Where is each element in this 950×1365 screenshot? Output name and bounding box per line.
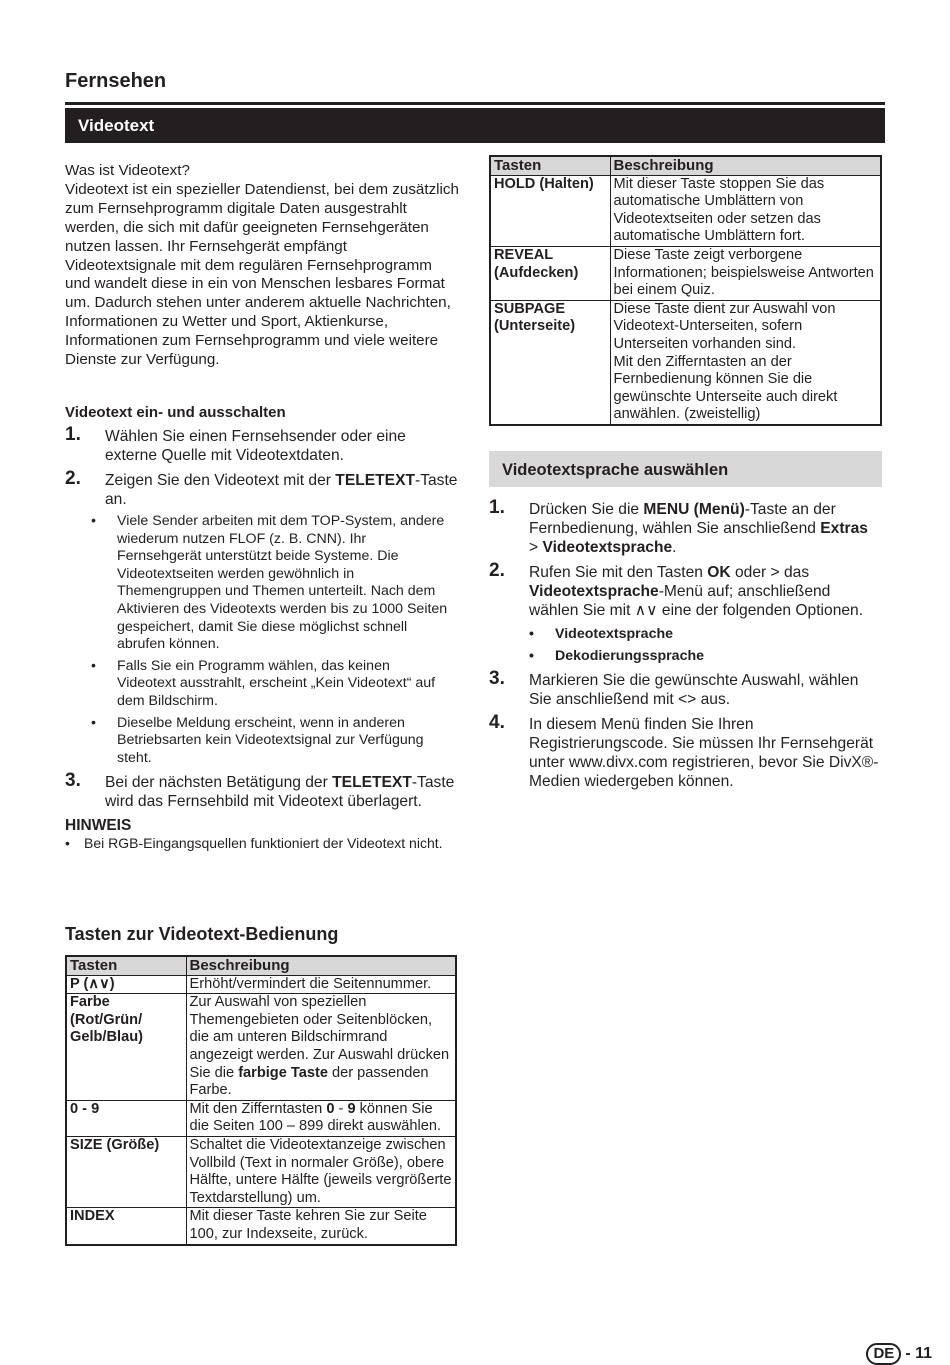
desc-bold: farbige Taste bbox=[238, 1064, 328, 1081]
path-separator: > bbox=[529, 539, 543, 556]
table-cell-desc: Mit dieser Taste stoppen Sie das automatische Umblättern von Videotextseiten oder setzen das automatische Umblättern fort. bbox=[610, 175, 881, 246]
table-cell-key: Farbe (Rot/Grün/ Gelb/Blau) bbox=[66, 994, 186, 1101]
option-label: Videotextsprache bbox=[555, 626, 674, 642]
bullet-icon: • bbox=[529, 647, 534, 664]
keys-table-wrapper bbox=[65, 955, 457, 1246]
table-row bbox=[490, 175, 881, 246]
note-title: HINWEIS bbox=[65, 817, 132, 835]
step-number: 2. bbox=[489, 560, 505, 581]
step-text: . bbox=[672, 539, 677, 556]
note-block bbox=[65, 817, 460, 853]
keys-table2-wrapper bbox=[489, 155, 882, 426]
bullet-icon: • bbox=[65, 835, 70, 852]
desc-text: Zur Auswahl von speziellen Themengebieten oder Seitenblöcken, die am unteren Bildschirmrand angezeigt werden. Zur Auswahl drücken Sie die bbox=[189, 994, 450, 1081]
menu-name: Videotextsprache bbox=[529, 583, 659, 600]
desc-bold: 9 bbox=[347, 1100, 356, 1117]
step-text: -Menü auf; anschließend wählen Sie mit ∧∨ eine der folgenden Optionen. bbox=[529, 583, 864, 619]
step-3 bbox=[489, 668, 879, 709]
list-item-text: Dieselbe Meldung erscheint, wenn in anderen Betriebsarten kein Videotextsignal zur Verfügung steht. bbox=[117, 714, 424, 766]
desc-text: Mit den Zifferntasten an der Fernbedienung können Sie die gewünschte Unterseite auch direkt anwählen. (zweistellig) bbox=[613, 353, 838, 423]
option-item bbox=[529, 626, 879, 644]
note-item bbox=[65, 835, 460, 853]
step-4 bbox=[489, 712, 879, 791]
bullet-icon: • bbox=[91, 714, 96, 731]
step-text: Zeigen Sie den Videotext mit der bbox=[105, 472, 336, 489]
page-footer bbox=[866, 1343, 932, 1365]
column-header-key: Tasten bbox=[66, 956, 186, 975]
step-2 bbox=[489, 560, 879, 665]
table-row bbox=[66, 1208, 456, 1245]
step-number: 1. bbox=[489, 497, 505, 518]
language-steps bbox=[489, 497, 879, 797]
intro-text: Videotext ist ein spezieller Datendienst, bei dem zusätzlich zum Fernsehprogramm digitale Daten ausgestrahlt werden, die sich mit dafür geeigneten Fernsehgeräten nutzen lassen. Ihr Fernsehgerät empfängt Videotextsignale mit dem regulären Fernsehprogramm und wandelt diese in ein von Menschen lesbares Format um. Dadurch stehen unter anderem aktuelle Nachrichten, Informationen zu Wetter und Sport, Aktienkurse, Informationen zum Fernsehprogramm und viele weitere Dienste zur Verfügung. bbox=[65, 180, 459, 369]
option-label: Dekodierungssprache bbox=[555, 647, 705, 664]
step-number: 3. bbox=[65, 770, 81, 792]
teletext-key: TELETEXT bbox=[332, 774, 412, 792]
menu-path-teletext-language: Videotextsprache bbox=[542, 539, 673, 556]
bullet-icon: • bbox=[91, 513, 96, 529]
step-1 bbox=[489, 497, 879, 557]
intro-block bbox=[65, 162, 460, 370]
table-cell-desc bbox=[186, 1100, 456, 1136]
step-number: 3. bbox=[489, 668, 505, 690]
table-cell-desc: Schaltet die Videotextanzeige zwischen Vollbild (Text in normaler Größe), obere Hälfte, untere Hälfte (jeweils vergrößerte Textdarstellung) um. bbox=[186, 1136, 456, 1207]
desc-text: Diese Taste dient zur Auswahl von Videotext-Unterseiten, sofern Unterseiten vorhanden sind. bbox=[613, 300, 836, 352]
table-row bbox=[490, 246, 881, 300]
table-header-row bbox=[66, 956, 456, 975]
table-row bbox=[66, 975, 456, 994]
table-row bbox=[66, 1136, 456, 1207]
section-title: Fernsehen bbox=[65, 70, 167, 92]
column-header-desc: Beschreibung bbox=[186, 956, 456, 975]
language-badge: DE bbox=[866, 1343, 901, 1365]
keys-table-2 bbox=[489, 155, 882, 426]
language-heading-bar: Videotextsprache auswählen bbox=[489, 451, 882, 487]
table-cell-desc: Erhöht/vermindert die Seitennummer. bbox=[186, 975, 456, 994]
onoff-heading: Videotext ein- und ausschalten bbox=[65, 404, 286, 421]
step-3 bbox=[65, 770, 460, 811]
table-cell-key: HOLD (Halten) bbox=[490, 175, 610, 246]
table-row bbox=[66, 994, 456, 1101]
step-text: -Taste an. bbox=[105, 472, 458, 508]
table-cell-desc bbox=[610, 300, 881, 425]
column-header-key: Tasten bbox=[490, 156, 610, 175]
menu-path-extras: Extras bbox=[820, 520, 868, 537]
step-text: Drücken Sie die bbox=[529, 501, 644, 518]
column-header-desc: Beschreibung bbox=[610, 156, 881, 175]
note-text: Bei RGB-Eingangsquellen funktioniert der Videotext nicht. bbox=[84, 835, 443, 852]
option-item bbox=[529, 648, 879, 666]
desc-text: - bbox=[334, 1100, 348, 1117]
step-number: 1. bbox=[65, 424, 81, 445]
keys-table-heading: Tasten zur Videotext-Bedienung bbox=[65, 924, 339, 944]
table-cell-desc bbox=[186, 994, 456, 1101]
page-number: - 11 bbox=[905, 1345, 932, 1362]
step-text: Bei der nächsten Betätigung der bbox=[105, 774, 333, 792]
step-2 bbox=[65, 468, 460, 767]
desc-text: der passenden Farbe. bbox=[189, 1064, 429, 1099]
step-text: Rufen Sie mit den Tasten bbox=[529, 564, 708, 581]
table-row bbox=[66, 1100, 456, 1136]
step-text: -Taste an der Fernbedienung, wählen Sie anschließend bbox=[529, 501, 836, 537]
step-text: Wählen Sie einen Fernsehsender oder eine externe Quelle mit Videotextdaten. bbox=[105, 428, 406, 464]
table-header-row bbox=[490, 156, 881, 175]
step-text: oder > das bbox=[730, 564, 810, 581]
desc-text: können Sie die Seiten 100 – 899 direkt auswählen. bbox=[189, 1100, 442, 1135]
table-cell-desc: Mit dieser Taste kehren Sie zur Seite 100, zur Indexseite, zurück. bbox=[186, 1208, 456, 1245]
list-item-text: Viele Sender arbeiten mit dem TOP-System, andere wiederum nutzen FLOF (z. B. CNN). Ihr Fernsehgerät unterstützt beide Systeme. Die Videotextseiten werden gewöhnlich in Themengruppen und Themen unterteilt. Nach dem Aktivieren des Videotexts werden bis zu 1000 Seiten gespeichert, damit Sie diese möglichst schnell abrufen können. bbox=[117, 513, 448, 653]
list-item bbox=[91, 715, 451, 768]
keys-table bbox=[65, 955, 457, 1246]
list-item bbox=[91, 658, 451, 711]
intro-question: Was ist Videotext? bbox=[65, 162, 190, 179]
teletext-key: TELETEXT bbox=[335, 472, 416, 489]
step-number: 4. bbox=[489, 712, 505, 734]
step-number: 2. bbox=[65, 468, 81, 489]
list-item-text: Falls Sie ein Programm wählen, das keinen Videotext ausstrahlt, erscheint „Kein Videotext“ auf dem Bildschirm. bbox=[117, 657, 436, 709]
table-cell-key: SUBPAGE (Unterseite) bbox=[490, 300, 610, 425]
table-cell-key: REVEAL (Aufdecken) bbox=[490, 246, 610, 300]
table-cell-key: 0 - 9 bbox=[66, 1100, 186, 1136]
section-divider bbox=[65, 102, 885, 105]
bullet-icon: • bbox=[529, 626, 534, 642]
bullet-icon: • bbox=[91, 657, 96, 674]
step-text: -Taste wird das Fernsehbild mit Videotext überlagert. bbox=[105, 774, 455, 811]
list-item bbox=[91, 513, 451, 654]
table-cell-key: INDEX bbox=[66, 1208, 186, 1245]
table-cell-key: SIZE (Größe) bbox=[66, 1136, 186, 1207]
menu-key: MENU (Menü) bbox=[643, 501, 745, 518]
chapter-bar: Videotext bbox=[65, 108, 885, 143]
onoff-section bbox=[65, 404, 460, 853]
step-text: In diesem Menü finden Sie Ihren Registrierungscode. Sie müssen Ihr Fernsehgerät unter www.divx.com registrieren, bevor Sie DivX®-Medien wiedergeben können. bbox=[529, 716, 879, 791]
step-1 bbox=[65, 424, 460, 465]
desc-bold: 0 bbox=[326, 1100, 335, 1117]
step-text: Markieren Sie die gewünschte Auswahl, wählen Sie anschließend mit <> aus. bbox=[529, 672, 859, 709]
table-row bbox=[490, 300, 881, 425]
table-cell-desc: Diese Taste zeigt verborgene Informationen; beispielsweise Antworten bei einem Quiz. bbox=[610, 246, 881, 300]
table-cell-key: P (∧∨) bbox=[66, 975, 186, 994]
ok-key: OK bbox=[707, 564, 731, 581]
desc-text: Mit den Zifferntasten bbox=[189, 1100, 327, 1117]
